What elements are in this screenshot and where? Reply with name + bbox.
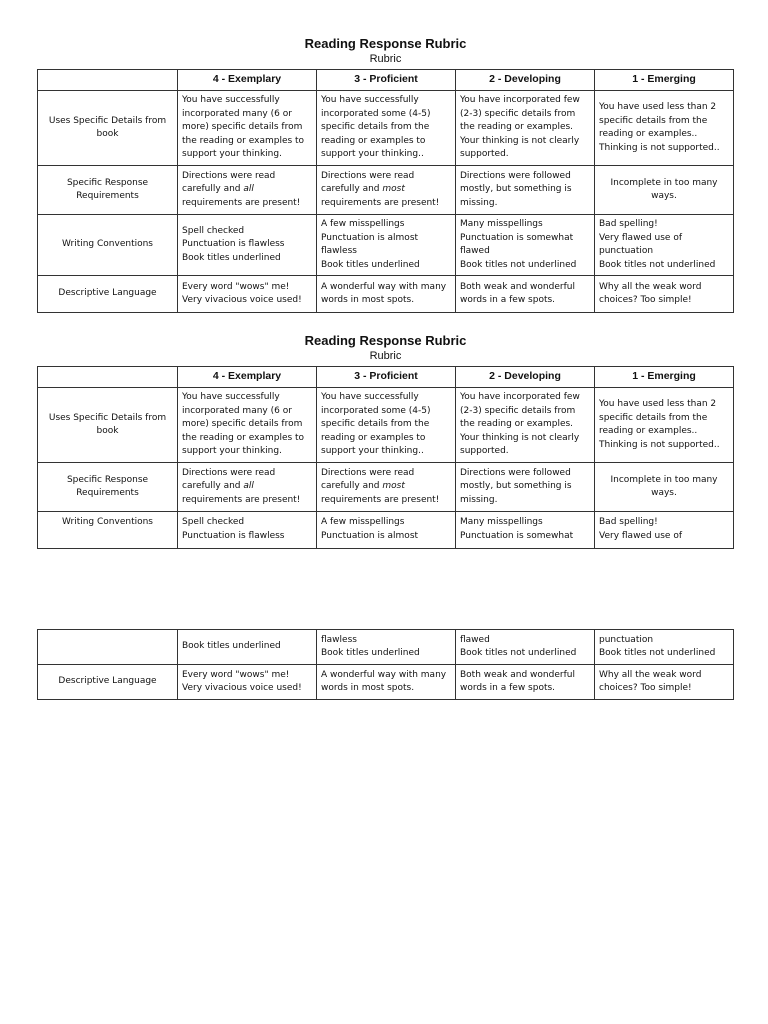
cell-line: Many misspellings [460,219,543,229]
rubric-cell: You have successfully incorporated many (6 or more) specific details from the reading or examples to support your thinking. [178,388,317,463]
cell-line: Book titles underlined [321,648,420,658]
rubric-cell [317,166,456,215]
cell-line: Spell checked [182,517,245,527]
rubric-cell: You have incorporated few (2-3) specific details from the reading or examples. Your thinking is not clearly supported. [456,91,595,166]
header-proficient: 3 - Proficient [317,70,456,91]
rubric-cell: Directions were followed mostly, but something is missing. [456,166,595,215]
emphasis-text: all [243,481,254,492]
cell-line: Book titles not underlined [460,648,577,658]
rubric-section-2 [37,333,734,549]
cell-line: Punctuation is somewhat [460,232,574,243]
criterion-cell: Descriptive Language [38,276,178,313]
cell-line: flawless [321,634,357,645]
rubric-cell: Why all the weak word choices? Too simple! [595,276,734,313]
rubric-cell: A wonderful way with many words in most spots. [317,276,456,313]
cell-line: Book titles not underlined [599,648,716,658]
rubric-cell [317,512,456,549]
rubric-table [37,366,734,549]
table-row [38,388,734,463]
table-row [38,215,734,276]
table-row [38,463,734,512]
cell-text: requirements are present! [321,494,440,505]
cell-text: requirements are present! [182,494,301,505]
rubric-cell: Why all the weak word choices? Too simple! [595,665,734,700]
rubric-cell [178,276,317,313]
rubric-subtitle: Rubric [369,53,402,65]
rubric-title: Reading Response Rubric [304,333,467,348]
cell-line: Very vivacious voice used! [182,683,302,693]
cell-line: Book titles not underlined [460,259,577,270]
emphasis-text: most [382,481,405,492]
cell-line: Book titles not underlined [599,259,716,270]
cell-line: flawed [460,634,490,645]
cell-line: Very flawed use of [599,530,683,541]
header-blank-cell [38,70,178,91]
cell-line: flawless [321,246,357,256]
rubric-cell [317,463,456,512]
cell-line: Punctuation is almost [321,232,419,243]
rubric-cell [456,215,595,276]
cell-text: requirements are present! [182,197,301,208]
cell-line: Punctuation is almost [321,530,419,541]
criterion-cell: Uses Specific Details from book [38,388,178,463]
rubric-cell [178,215,317,276]
emphasis-text: all [243,184,254,195]
rubric-cell: Directions were followed mostly, but something is missing. [456,463,595,512]
cell-text: requirements are present! [321,197,440,208]
rubric-cell: You have successfully incorporated some (4-5) specific details from the reading or examples to support your thinking.. [317,91,456,166]
rubric-cell: You have used less than 2 specific details from the reading or examples.. Thinking is not supported.. [595,388,734,463]
rubric-continuation [37,629,734,700]
cell-text: Directions were read carefully and [321,467,415,492]
cell-line: Spell checked [182,225,245,236]
criterion-cell: Uses Specific Details from book [38,91,178,166]
rubric-cell [178,665,317,700]
criterion-cell: Specific Response Requirements [38,463,178,512]
cell-line: Very vivacious voice used! [182,295,302,305]
rubric-cell: You have used less than 2 specific details from the reading or examples.. Thinking is not supported.. [595,91,734,166]
rubric-cell: Incomplete in too many ways. [595,463,734,512]
table-row [38,630,734,665]
rubric-cell: Both weak and wonderful words in a few spots. [456,665,595,700]
cell-line: Very flawed use of [599,232,683,243]
cell-line: Every word "wows" me! [182,669,290,680]
rubric-cell: You have successfully incorporated some (4-5) specific details from the reading or examples to support your thinking.. [317,388,456,463]
rubric-table-continued [37,629,734,700]
header-exemplary: 4 - Exemplary [178,367,317,388]
rubric-title: Reading Response Rubric [304,36,467,51]
rubric-cell: Incomplete in too many ways. [595,166,734,215]
cell-line: flawed [460,246,490,256]
cell-line: Punctuation is flawless [182,530,285,541]
header-exemplary: 4 - Exemplary [178,70,317,91]
emphasis-text: most [382,184,405,195]
header-emerging: 1 - Emerging [595,70,734,91]
cell-text: Directions were read carefully and [182,170,276,195]
cell-line: Punctuation is somewhat [460,530,574,541]
cell-line: A few misspellings [321,219,405,229]
rubric-cell: You have successfully incorporated many (6 or more) specific details from the reading or examples to support your thinking. [178,91,317,166]
header-proficient: 3 - Proficient [317,367,456,388]
rubric-cell [456,630,595,665]
table-row [38,276,734,313]
table-row [38,166,734,215]
criterion-cell: Writing Conventions [38,512,178,549]
rubric-cell [178,463,317,512]
rubric-cell [595,512,734,549]
table-row [38,512,734,549]
rubric-cell [317,215,456,276]
rubric-cell: You have incorporated few (2-3) specific details from the reading or examples. Your thinking is not clearly supported. [456,388,595,463]
cell-line: punctuation [599,246,654,256]
criterion-cell: Descriptive Language [38,665,178,700]
rubric-table [37,69,734,313]
cell-line: Every word "wows" me! [182,281,290,292]
cell-line: punctuation [599,634,654,645]
cell-line: Bad spelling! [599,219,658,229]
table-row [38,91,734,166]
rubric-section-1 [37,36,734,313]
criterion-cell-empty [38,630,178,665]
criterion-cell: Specific Response Requirements [38,166,178,215]
header-row [38,70,734,91]
rubric-cell [178,166,317,215]
header-developing: 2 - Developing [456,70,595,91]
rubric-subtitle: Rubric [369,350,402,362]
cell-line: A few misspellings [321,517,405,527]
cell-line: Punctuation is flawless [182,239,285,250]
cell-line: Book titles underlined [321,259,420,270]
table-row [38,665,734,700]
cell-line: Bad spelling! [599,517,658,527]
rubric-cell [178,512,317,549]
rubric-cell [456,512,595,549]
header-developing: 2 - Developing [456,367,595,388]
cell-line: Many misspellings [460,517,543,527]
header-row [38,367,734,388]
header-emerging: 1 - Emerging [595,367,734,388]
rubric-cell [595,215,734,276]
rubric-cell: A wonderful way with many words in most spots. [317,665,456,700]
rubric-cell: Book titles underlined [178,630,317,665]
rubric-cell: Both weak and wonderful words in a few spots. [456,276,595,313]
cell-text: Directions were read carefully and [182,467,276,492]
cell-line: Book titles underlined [182,252,281,263]
cell-text: Directions were read carefully and [321,170,415,195]
rubric-cell [595,630,734,665]
rubric-cell [317,630,456,665]
header-blank-cell [38,367,178,388]
criterion-cell: Writing Conventions [38,215,178,276]
